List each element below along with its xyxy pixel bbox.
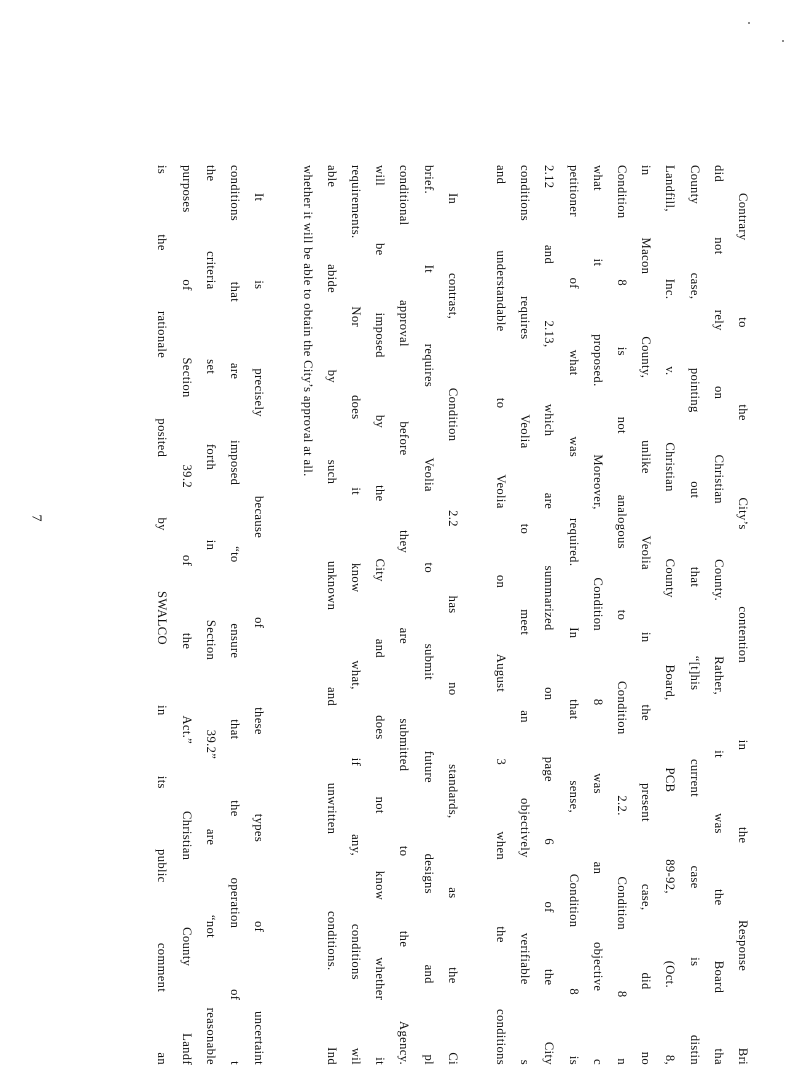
text-line: the criteria set forth in Section 39.2” are “not reasonable xyxy=(203,165,218,1065)
text-line: conditional approval before they are submitted to the Agency. xyxy=(397,165,412,1065)
text-line: did not rely on Christian County. Rather, it was the Board tha xyxy=(711,165,726,1065)
scan-speck xyxy=(782,40,784,42)
body-text xyxy=(150,165,755,1065)
text-line: County case, pointing out that “[t]his current case is distin xyxy=(687,165,702,1065)
text-line: Contrary to the City’s contention in the Response Bri xyxy=(736,193,750,1065)
text-line: brief. It requires Veolia to submit future designs and pl xyxy=(421,165,436,1065)
text-line: will be imposed by the City and does not know whether it xyxy=(373,165,388,1065)
text-line: is the rationale posited by SWALCO in its public comment an xyxy=(155,165,170,1065)
text-line: In contrast, Condition 2.2 has no standards, as the Ci xyxy=(445,193,460,1065)
paragraph-gap xyxy=(465,165,489,1065)
text-line: petitioner of what was required. In that sense, Condition 8 is xyxy=(566,165,581,1065)
scan-speck xyxy=(748,22,750,24)
text-line: 2.12 and 2.13, which are summarized on page 6 of the City xyxy=(542,165,557,1065)
text-line: Condition 8 is not analogous to Condition 2.2. Condition 8 n xyxy=(615,165,630,1065)
text-line: Landfill, Inc. v. Christian County Board, PCB 89-92, (Oct. 8, xyxy=(663,165,678,1065)
text-line: and understandable to Veolia on August 3 when the conditions xyxy=(494,165,509,1065)
text-line: what it proposed. Moreover, Condition 8 was an objective c xyxy=(590,165,605,1065)
text-line: conditions requires Veolia to meet an objectively verifiable s xyxy=(518,165,533,1065)
text-line: purposes of Section 39.2 of the Act.” Christian County Landf xyxy=(179,165,194,1065)
page-number: 7 xyxy=(28,514,44,522)
text-line: requirements. Nor does it know what, if any, conditions wil xyxy=(349,165,363,1065)
paragraph-gap xyxy=(271,165,295,1065)
text-line: It is precisely because of these types of uncertaint xyxy=(252,193,267,1065)
text-line: whether it will be able to obtain the City’s approval at all. xyxy=(300,165,315,477)
text-line: in Macon County, unlike Veolia in the present case, did no xyxy=(639,165,654,1065)
text-line: conditions that are imposed “to ensure that the operation of t xyxy=(228,165,243,1065)
text-line: able abide by such unknown and unwritten conditions. Ind xyxy=(324,165,339,1065)
